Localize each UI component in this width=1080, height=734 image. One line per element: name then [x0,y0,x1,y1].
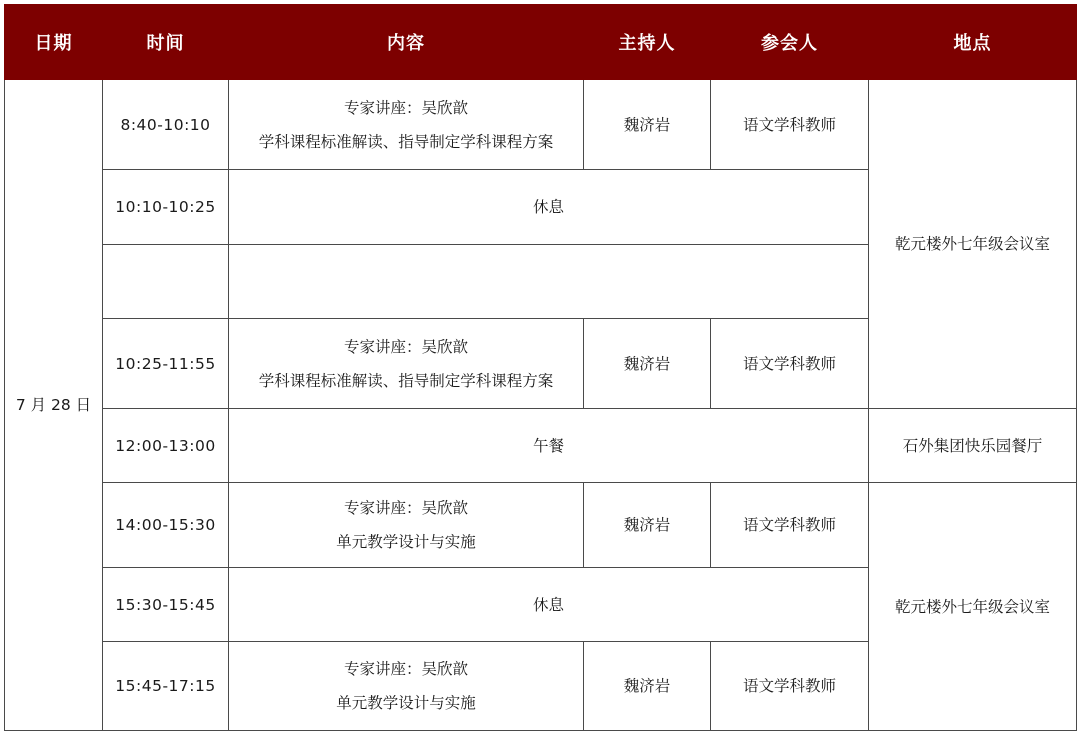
header-location: 地点 [869,5,1077,80]
host-cell: 魏济岩 [584,483,711,568]
time-cell: 15:30-15:45 [103,568,229,642]
time-cell [103,245,229,319]
location-cell: 石外集团快乐园餐厅 [869,409,1077,483]
host-cell: 魏济岩 [584,80,711,170]
time-cell: 10:10-10:25 [103,170,229,245]
time-cell: 12:00-13:00 [103,409,229,483]
header-attendees: 参会人 [711,5,869,80]
attendees-cell: 语文学科教师 [711,80,869,170]
table-row [5,80,1077,170]
schedule-table [4,4,1077,731]
content-cell [229,80,584,170]
content-line: 专家讲座：吴欣歆 [343,499,468,517]
table-row [5,483,1077,568]
header-host: 主持人 [584,5,711,80]
attendees-cell: 语文学科教师 [711,319,869,409]
time-cell: 14:00-15:30 [103,483,229,568]
content-cell [229,319,584,409]
time-cell: 10:25-11:55 [103,319,229,409]
location-cell: 乾元楼外七年级会议室 [869,80,1077,409]
host-cell: 魏济岩 [584,319,711,409]
content-cell [229,245,869,319]
location-cell: 乾元楼外七年级会议室 [869,483,1077,731]
table-row [5,409,1077,483]
header-row [5,5,1077,80]
content-line: 专家讲座：吴欣歆 [343,660,468,678]
header-content: 内容 [229,5,584,80]
content-cell: 休息 [229,568,869,642]
host-cell: 魏济岩 [584,642,711,731]
time-cell: 15:45-17:15 [103,642,229,731]
content-cell: 午餐 [229,409,869,483]
content-cell [229,642,584,731]
date-cell: 7 月 28 日 [5,80,103,731]
content-line: 专家讲座：吴欣歆 [343,337,468,356]
content-line: 单元教学设计与实施 [336,533,476,551]
time-cell: 8:40-10:10 [103,80,229,170]
attendees-cell: 语文学科教师 [711,642,869,731]
content-line: 学科课程标准解读、指导制定学科课程方案 [258,371,554,390]
content-line: 学科课程标准解读、指导制定学科课程方案 [258,132,554,151]
attendees-cell: 语文学科教师 [711,483,869,568]
header-time: 时间 [103,5,229,80]
header-date: 日期 [5,5,103,80]
content-cell [229,483,584,568]
content-line: 单元教学设计与实施 [336,694,476,712]
content-line: 专家讲座：吴欣歆 [343,98,468,117]
content-cell: 休息 [229,170,869,245]
